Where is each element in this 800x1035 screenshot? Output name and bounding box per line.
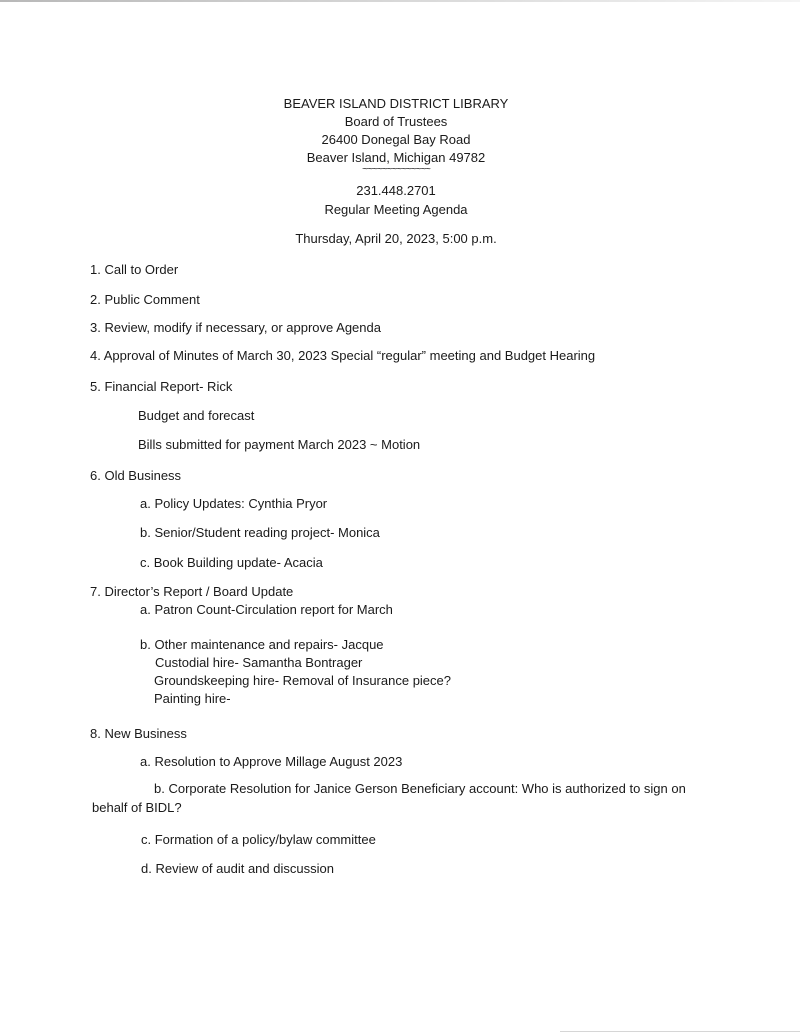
city-state-zip: Beaver Island, Michigan 49782: [306, 150, 486, 165]
agenda-subitem-8d: d. Review of audit and discussion: [141, 861, 334, 876]
phone-number: 231.448.2701: [356, 183, 436, 198]
agenda-subitem-8a: a. Resolution to Approve Millage August 2023: [140, 754, 403, 769]
meeting-type: Regular Meeting Agenda: [324, 202, 468, 217]
agenda-subitem-custodial: Custodial hire- Samantha Bontrager: [155, 655, 363, 670]
agenda-subitem-6b: b. Senior/Student reading project- Monica: [140, 525, 380, 540]
agenda-item-8: 8. New Business: [90, 726, 187, 741]
street-address: 26400 Donegal Bay Road: [321, 132, 471, 147]
agenda-item-4: 4. Approval of Minutes of March 30, 2023 Special “regular” meeting and Budget Hearing: [90, 348, 596, 363]
agenda-subitem-7a: a. Patron Count-Circulation report for March: [140, 602, 393, 617]
agenda-item-5: 5. Financial Report- Rick: [90, 379, 233, 394]
agenda-subitem-8c: c. Formation of a policy/bylaw committee: [141, 832, 376, 847]
header-divider: ~~~~~~~~~~~~~~: [362, 164, 430, 175]
agenda-subitem-8b-continued: behalf of BIDL?: [92, 800, 182, 815]
agenda-subitem-groundskeeping: Groundskeeping hire- Removal of Insurance piece?: [154, 673, 452, 688]
agenda-subitem-budget: Budget and forecast: [138, 408, 255, 423]
scan-edge-top: [0, 0, 800, 2]
agenda-subitem-7b: b. Other maintenance and repairs- Jacque: [140, 637, 384, 652]
agenda-item-1: 1. Call to Order: [90, 262, 179, 277]
agenda-subitem-bills: Bills submitted for payment March 2023 ~ Motion: [138, 437, 421, 452]
agenda-subitem-6c: c. Book Building update- Acacia: [140, 555, 323, 570]
meeting-datetime: Thursday, April 20, 2023, 5:00 p.m.: [295, 231, 497, 246]
agenda-subitem-8b: b. Corporate Resolution for Janice Gerson Beneficiary account: Who is authorized to sign on: [154, 781, 686, 796]
agenda-item-2: 2. Public Comment: [90, 292, 200, 307]
agenda-subitem-painting: Painting hire-: [154, 691, 231, 706]
agenda-item-3: 3. Review, modify if necessary, or approve Agenda: [90, 320, 381, 335]
agenda-item-6: 6. Old Business: [90, 468, 182, 483]
agenda-subitem-6a: a. Policy Updates: Cynthia Pryor: [140, 496, 328, 511]
scan-edge-bottom: [560, 1031, 800, 1032]
agenda-item-7: 7. Director’s Report / Board Update: [90, 584, 294, 599]
library-name: BEAVER ISLAND DISTRICT LIBRARY: [283, 96, 509, 111]
board-name: Board of Trustees: [344, 114, 448, 129]
